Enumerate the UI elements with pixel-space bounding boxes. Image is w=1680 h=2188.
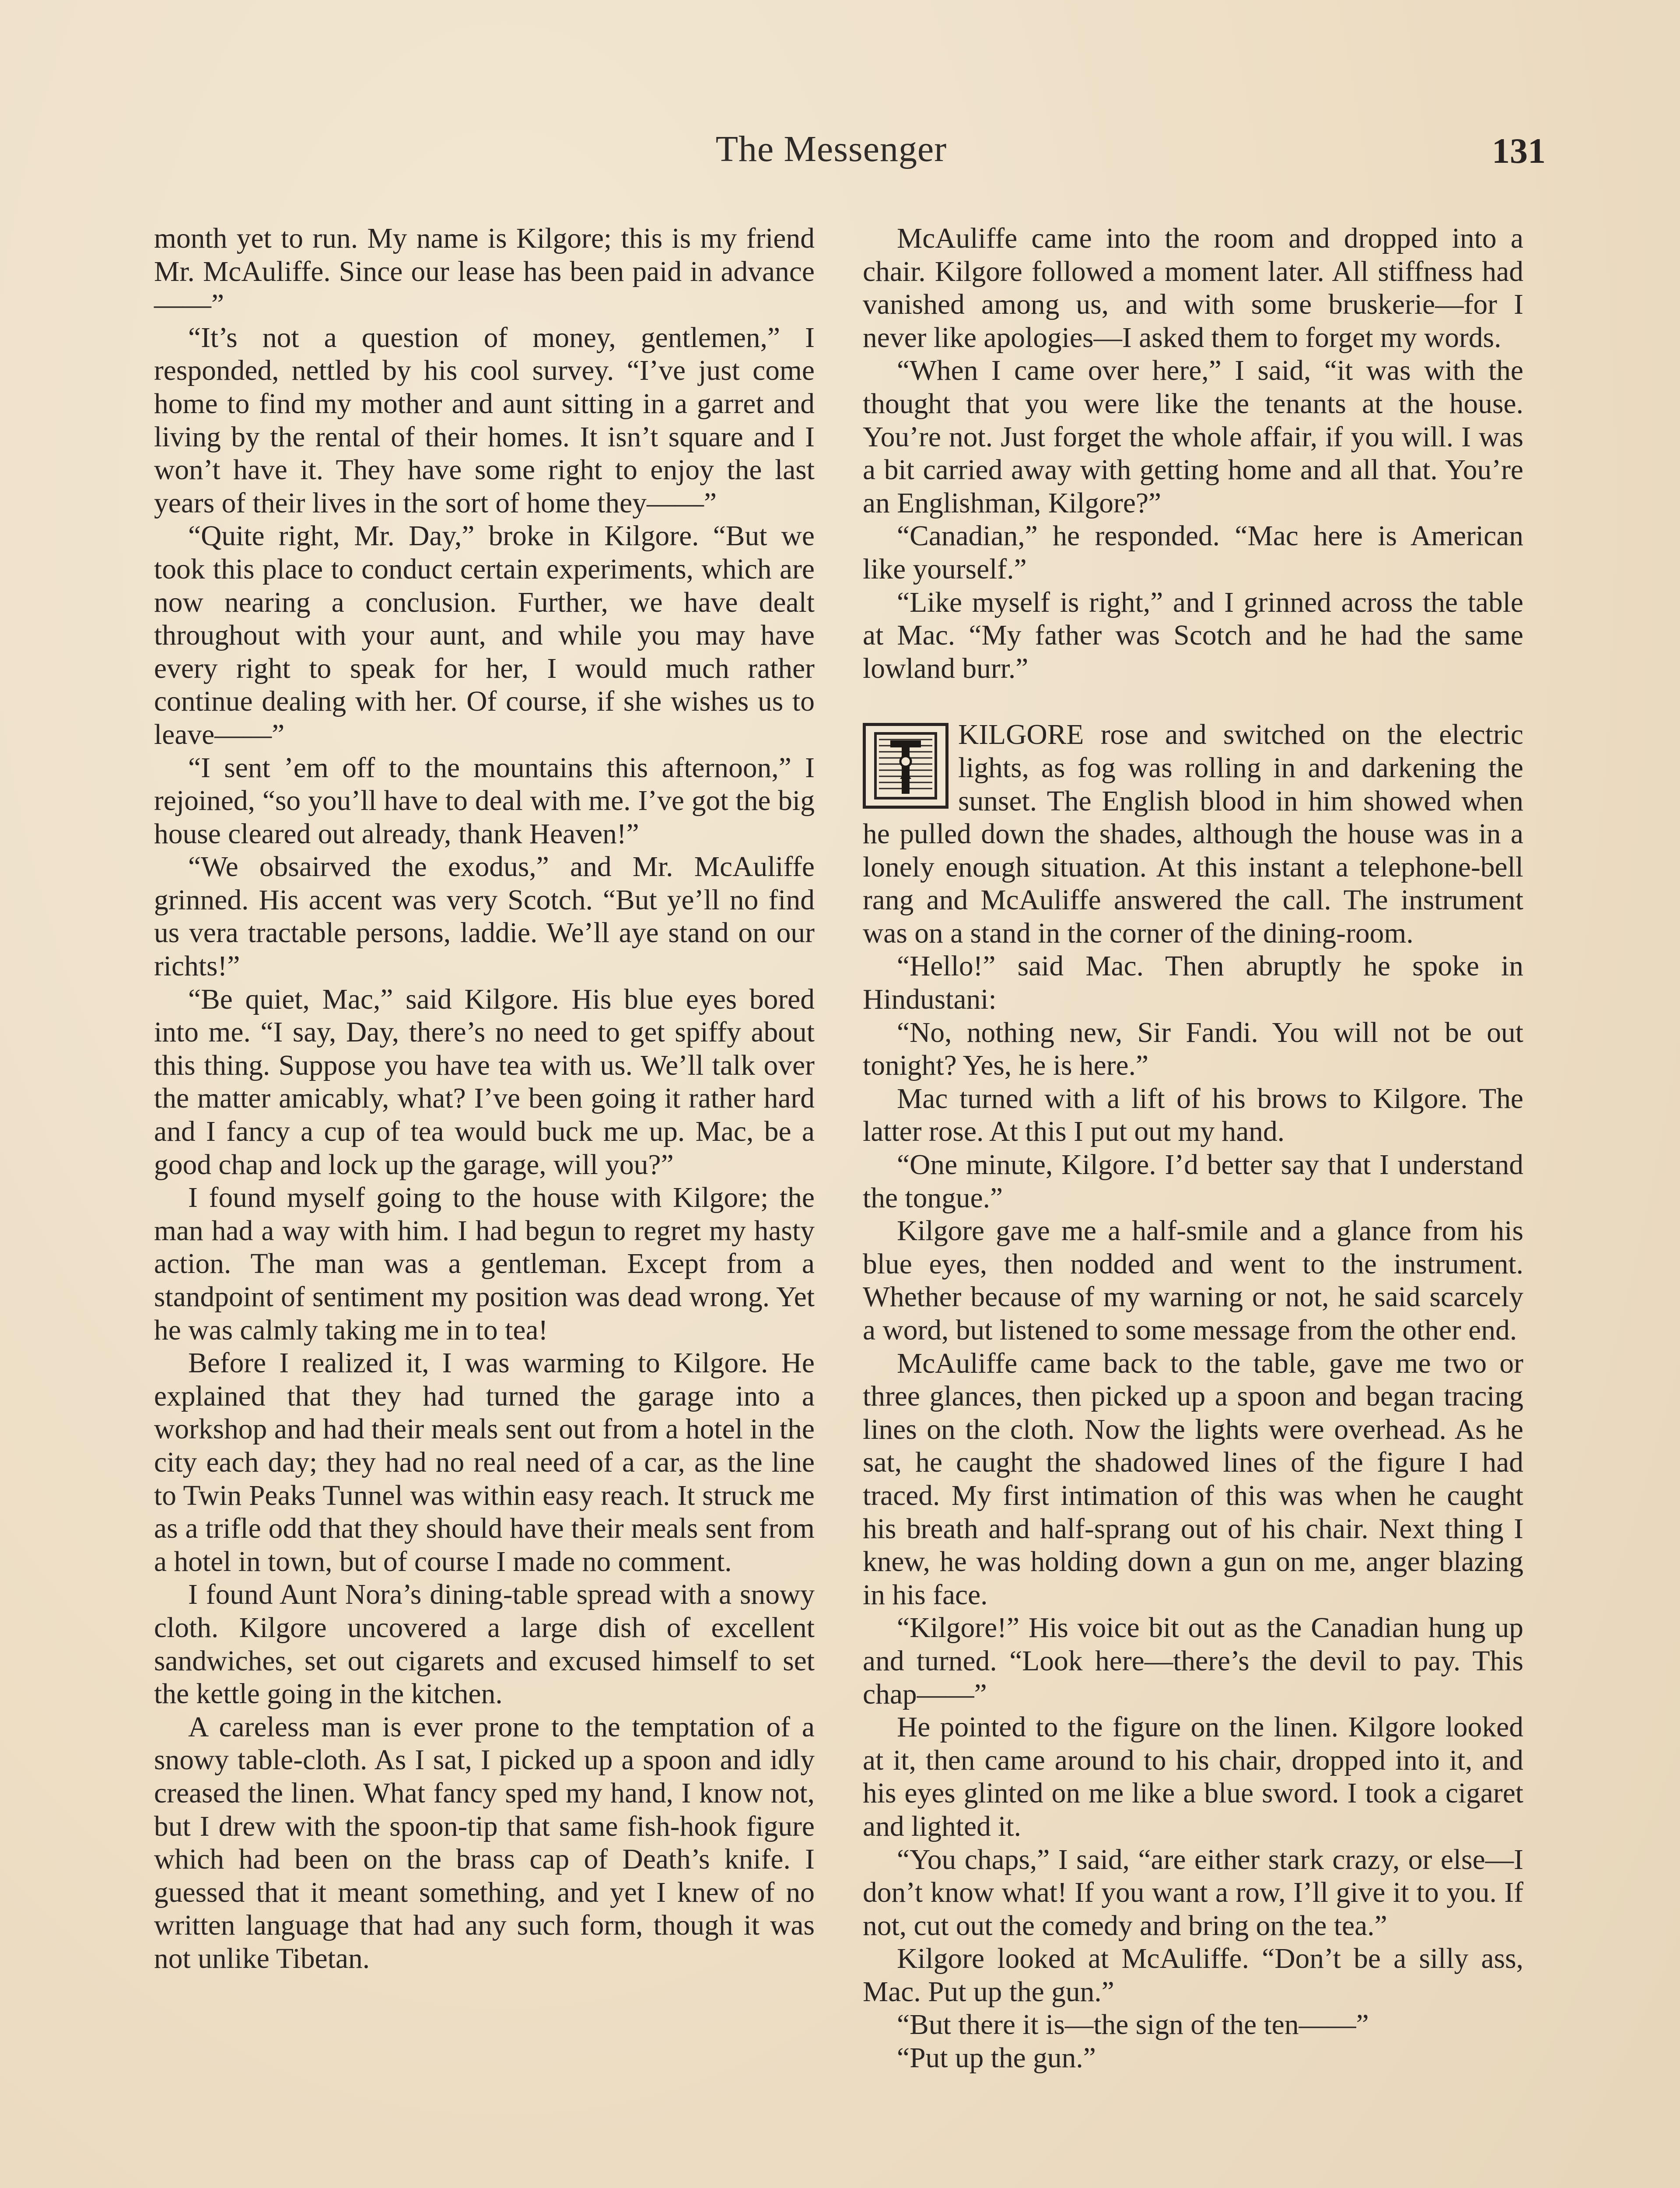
paragraph: Kilgore gave me a half-smile and a glance from his blue eyes, then nodded and went to the instrument. Whether because of my warning or not, he said scarcely a word, but listened to some message from the other end.	[863, 1215, 1523, 1346]
drop-cap-paragraph	[863, 719, 1523, 950]
paragraph: I found Aunt Nora’s dining-table spread with a snowy cloth. Kilgore uncovered a large dish of excellent sandwiches, set out cigarets and excused himself to set the kettle going in the kitchen.	[154, 1579, 815, 1710]
paragraph: “Hello!” said Mac. Then abruptly he spoke in Hindustani:	[863, 950, 1523, 1016]
paragraph: A careless man is ever prone to the temptation of a snowy table-cloth. As I sat, I picked up a spoon and idly creased the linen. What fancy sped my hand, I know not, but I drew with the spoon-tip that same fish-hook figure which had been on the brass cap of Death’s knife. I guessed that it meant something, and yet I knew of no written language that had any such form, though it was not unlike Tibetan.	[154, 1711, 815, 1974]
drop-cap-text: KILGORE rose and switched on the electric lights, as fog was rolling in and darkening the sunset. The English blood in him showed when he pulled down the shades, although the house was in a lonely enough situation. At this instant a telephone-bell rang and McAuliffe answered the call. The instrument was on a stand in the corner of the dining-room.	[863, 719, 1523, 949]
paragraph: McAuliffe came back to the table, gave me two or three glances, then picked up a spoon and began tracing lines on the cloth. Now the lights were overhead. As he sat, he caught the shadowed lines of the figure I had traced. My first intimation of this was when he caught his breath and half-sprang out of his chair. Next thing I knew, he was holding down a gun on me, anger blazing in his face.	[863, 1347, 1523, 1611]
paragraph: “When I came over here,” I said, “it was with the thought that you were like the tenants at the house. You’re not. Just forget the whole affair, if you will. I was a bit carried away with getting home and all that. You’re an Englishman, Kilgore?”	[863, 355, 1523, 519]
paragraph: McAuliffe came into the room and dropped into a chair. Kilgore followed a moment later. All stiffness had vanished among us, and with some bruskerie—for I never like apologies—I asked them to forget my words.	[863, 223, 1523, 354]
running-header-title: The Messenger	[715, 129, 947, 169]
drop-cap-ornament-icon	[863, 723, 948, 809]
paragraph: “No, nothing new, Sir Fandi. You will not be out tonight? Yes, he is here.”	[863, 1017, 1523, 1082]
paragraph: “Kilgore!” His voice bit out as the Canadian hung up and turned. “Look here—there’s the devil to pay. This chap——”	[863, 1612, 1523, 1710]
page-number: 131	[1492, 131, 1546, 171]
paragraph: Before I realized it, I was warming to Kilgore. He explained that they had turned the garage into a workshop and had their meals sent out from a hotel in the city each day; they had no real need of a car, as the line to Twin Peaks Tunnel was within easy reach. It struck me as a trifle odd that they should have their meals sent from a hotel in town, but of course I made no comment.	[154, 1347, 815, 1578]
paragraph: Mac turned with a lift of his brows to Kilgore. The latter rose. At this I put out my hand.	[863, 1083, 1523, 1148]
paragraph: He pointed to the figure on the linen. Kilgore looked at it, then came around to his chair, dropped into it, and his eyes glinted on me like a blue sword. I took a cigaret and lighted it.	[863, 1711, 1523, 1842]
paragraph: “Put up the gun.”	[897, 2042, 1096, 2074]
right-column	[863, 222, 1523, 2075]
paragraph: “Be quiet, Mac,” said Kilgore. His blue eyes bored into me. “I say, Day, there’s no need to get spiffy about this thing. Suppose you have tea with us. We’ll talk over the matter amicably, what? I’ve been going it rather hard and I fancy a cup of tea would buck me up. Mac, be a good chap and lock up the garage, will you?”	[154, 983, 815, 1181]
paragraph: “We obsairved the exodus,” and Mr. McAuliffe grinned. His accent was very Scotch. “But ye’ll no find us vera tractable persons, laddie. We’ll aye stand on our richts!”	[154, 851, 815, 982]
paragraph: “Like myself is right,” and I grinned across the table at Mac. “My father was Scotch and he had the same lowland burr.”	[863, 586, 1523, 684]
paragraph: “One minute, Kilgore. I’d better say that I understand the tongue.”	[863, 1149, 1523, 1214]
paragraph: “But there it is—the sign of the ten——”	[897, 2009, 1369, 2041]
paragraph: “Quite right, Mr. Day,” broke in Kilgore. “But we took this place to conduct certain experiments, which are now nearing a conclusion. Further, we have dealt throughout with your aunt, and while you may have every right to speak for her, I would much rather continue dealing with her. Of course, if she wishes us to leave——”	[154, 520, 815, 750]
paragraph: month yet to run. My name is Kilgore; this is my friend Mr. McAuliffe. Since our lease has been paid in advance——”	[154, 223, 815, 321]
paragraph: “You chaps,” I said, “are either stark crazy, or else—I don’t know what! If you want a row, I’ll give it to you. If not, cut out the comedy and bring on the tea.”	[863, 1844, 1523, 1942]
left-column	[154, 222, 815, 1975]
paragraph: “Canadian,” he responded. “Mac here is American like yourself.”	[863, 520, 1523, 585]
paragraph: “It’s not a question of money, gentlemen,” I responded, nettled by his cool survey. “I’ve just come home to find my mother and aunt sitting in a garret and living by the rental of their homes. It isn’t square and I won’t have it. They have some right to enjoy the last years of their lives in the sort of home they——”	[154, 322, 815, 519]
paragraph: “I sent ’em off to the mountains this afternoon,” I rejoined, “so you’ll have to deal with me. I’ve got the big house cleared out already, thank Heaven!”	[154, 752, 815, 850]
paragraph: Kilgore looked at McAuliffe. “Don’t be a silly ass, Mac. Put up the gun.”	[863, 1943, 1523, 2008]
paragraph: I found myself going to the house with Kilgore; the man had a way with him. I had begun to regret my hasty action. The man was a gentleman. Except from a standpoint of sentiment my position was dead wrong. Yet he was calmly taking me in to tea!	[154, 1182, 815, 1346]
